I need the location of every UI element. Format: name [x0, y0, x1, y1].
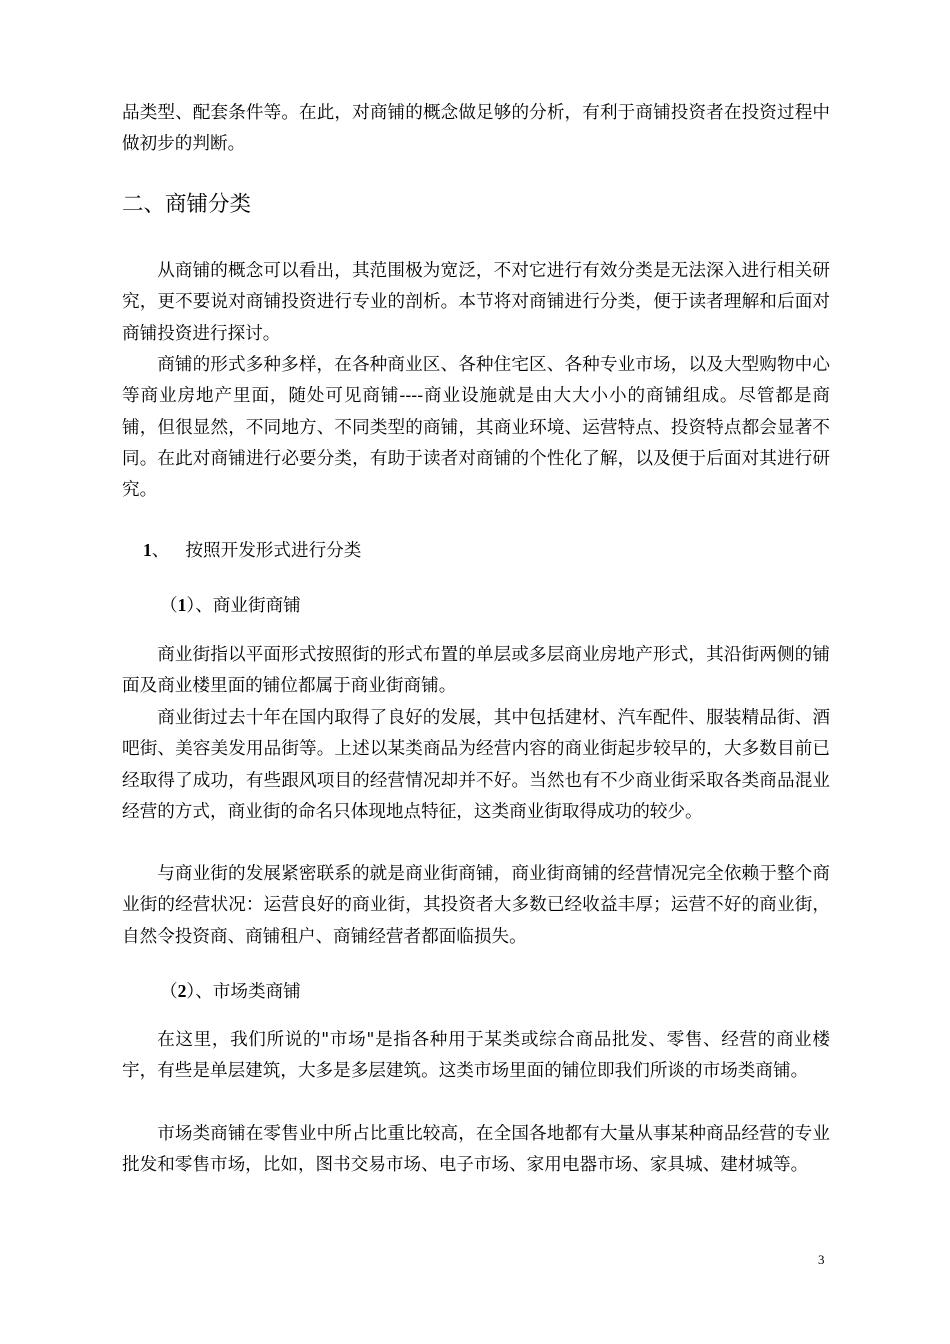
item1-number: 1 — [177, 595, 187, 615]
section-title: 二、商铺分类 — [122, 192, 252, 217]
item1-paragraph-3: 与商业街的发展紧密联系的就是商业街商铺，商业街商铺的经营情况完全依赖于整个商业街的经营状况：运营良好的商业街，其投资者大多数已经收益丰厚；运营不好的商业街，自然令投资商、商铺租户、商铺经营者都面临损失。 — [122, 864, 830, 947]
item2-paragraph-2: 市场类商铺在零售业中所占比重比较高，在全国各地都有大量从事某种商品经营的专业批发和零售市场，比如，图书交易市场、电子市场、家用电器市场、家具城、建材城等。 — [122, 1124, 830, 1176]
subsection-heading — [143, 535, 361, 566]
item1-open-paren: （ — [160, 596, 178, 616]
item1-title: 、商业街商铺 — [195, 596, 301, 616]
item1-paragraph-1: 商业街指以平面形式按照街的形式布置的单层或多层商业房地产形式，其沿街两侧的铺面及商业楼里面的铺位都属于商业街商铺。 — [122, 645, 830, 697]
item2-paragraph-1: 在这里，我们所说的"市场"是指各种用于某类或综合商品批发、零售、经营的商业楼宇，有些是单层建筑，大多是多层建筑。这类市场里面的铺位即我们所谈的市场类商铺。 — [122, 1030, 830, 1082]
item1-close-paren: ） — [186, 596, 196, 616]
item2-heading — [160, 976, 301, 1007]
subsection-separator: 、 — [151, 541, 170, 561]
item1-heading — [160, 590, 301, 621]
item2-title: 、市场类商铺 — [195, 982, 301, 1002]
item2-open-paren: （ — [160, 982, 178, 1002]
section-paragraph-2: 商铺的形式多种多样，在各种商业区、各种住宅区、各种专业市场，以及大型购物中心等商业房地产里面，随处可见商铺----商业设施就是由大大小小的商铺组成。尽管都是商铺，但很显然，不同地方、不同类型的商铺，其商业环境、运营特点、投资特点都会显著不同。在此对商铺进行必要分类，有助于读者对商铺的个性化了解，以及便于后面对其进行研究。 — [122, 355, 830, 501]
subsection-number: 1 — [143, 540, 152, 560]
intro-paragraph: 品类型、配套条件等。在此，对商铺的概念做足够的分析，有利于商铺投资者在投资过程中做初步的判断。 — [122, 103, 830, 155]
page-number: 3 — [818, 1252, 825, 1267]
section-paragraph-1: 从商铺的概念可以看出，其范围极为宽泛，不对它进行有效分类是无法深入进行相关研究，更不要说对商铺投资进行专业的剖析。本节将对商铺进行分类，便于读者理解和后面对商铺投资进行探讨。 — [122, 261, 830, 344]
subsection-title: 按照开发形式进行分类 — [185, 541, 362, 561]
item2-close-paren: ） — [186, 982, 196, 1002]
item1-paragraph-2: 商业街过去十年在国内取得了良好的发展，其中包括建材、汽车配件、服装精品街、酒吧街、美容美发用品街等。上述以某类商品为经营内容的商业街起步较早的，大多数目前已经取得了成功，有些跟风项目的经营情况却并不好。当然也有不少商业街采取各类商品混业经营的方式，商业街的命名只体现地点特征，这类商业街取得成功的较少。 — [122, 708, 830, 822]
item2-number: 2 — [177, 981, 187, 1001]
